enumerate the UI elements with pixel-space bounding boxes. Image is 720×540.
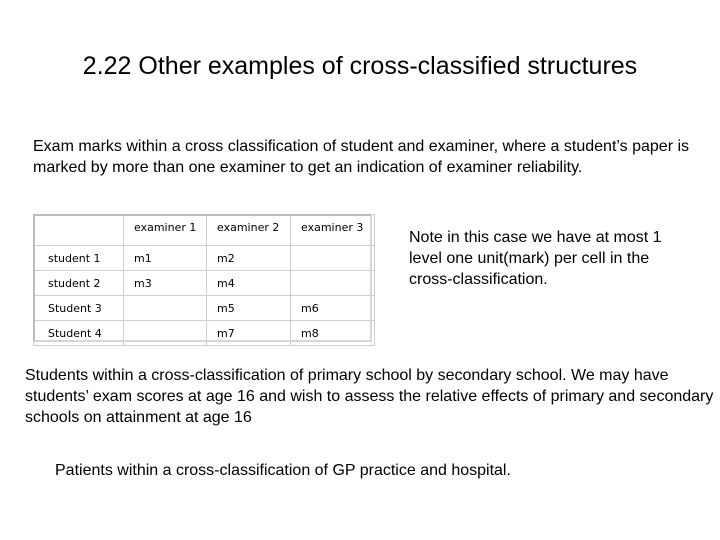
table-cell bbox=[291, 246, 375, 271]
table-cell bbox=[124, 296, 207, 321]
cross-classification-table bbox=[33, 214, 375, 346]
table-header-cell: examiner 2 bbox=[207, 215, 291, 246]
students-schools-paragraph: Students within a cross-classification of primary school by secondary school. We may have students’ exam scores at age 16 and wish to assess the relative effects of primary and secondary schools on attainment at age 16 bbox=[25, 367, 714, 426]
table-cell: Student 3 bbox=[34, 296, 124, 321]
patients-paragraph: Patients within a cross-classification of GP practice and hospital. bbox=[55, 462, 511, 479]
exam-marks-paragraph: Exam marks within a cross classification of student and examiner, where a student’s paper is marked by more than one examiner to get an indication of examiner reliability. bbox=[33, 138, 690, 176]
slide-title: 2.22 Other examples of cross-classified structures bbox=[82, 52, 638, 80]
table-cell: student 2 bbox=[34, 271, 124, 296]
table-cell: m8 bbox=[291, 321, 375, 346]
table-header-cell: examiner 1 bbox=[124, 215, 207, 246]
table-cell bbox=[124, 321, 207, 346]
table-cell: m3 bbox=[124, 271, 207, 296]
note-paragraph: Note in this case we have at most 1 level one unit(mark) per cell in the cross-classification. bbox=[409, 229, 662, 288]
table-header-cell: examiner 3 bbox=[291, 215, 375, 246]
table-row bbox=[34, 296, 375, 321]
table-cell: Student 4 bbox=[34, 321, 124, 346]
table-header-row bbox=[34, 215, 375, 246]
table-cell: m4 bbox=[207, 271, 291, 296]
table-row bbox=[34, 321, 375, 346]
table-cell: m7 bbox=[207, 321, 291, 346]
table-row bbox=[34, 246, 375, 271]
table-cell: m6 bbox=[291, 296, 375, 321]
table-cell: student 1 bbox=[34, 246, 124, 271]
table-header-cell bbox=[34, 215, 124, 246]
table-cell: m1 bbox=[124, 246, 207, 271]
table-row bbox=[34, 271, 375, 296]
table-cell bbox=[291, 271, 375, 296]
table-cell: m5 bbox=[207, 296, 291, 321]
table-cell: m2 bbox=[207, 246, 291, 271]
